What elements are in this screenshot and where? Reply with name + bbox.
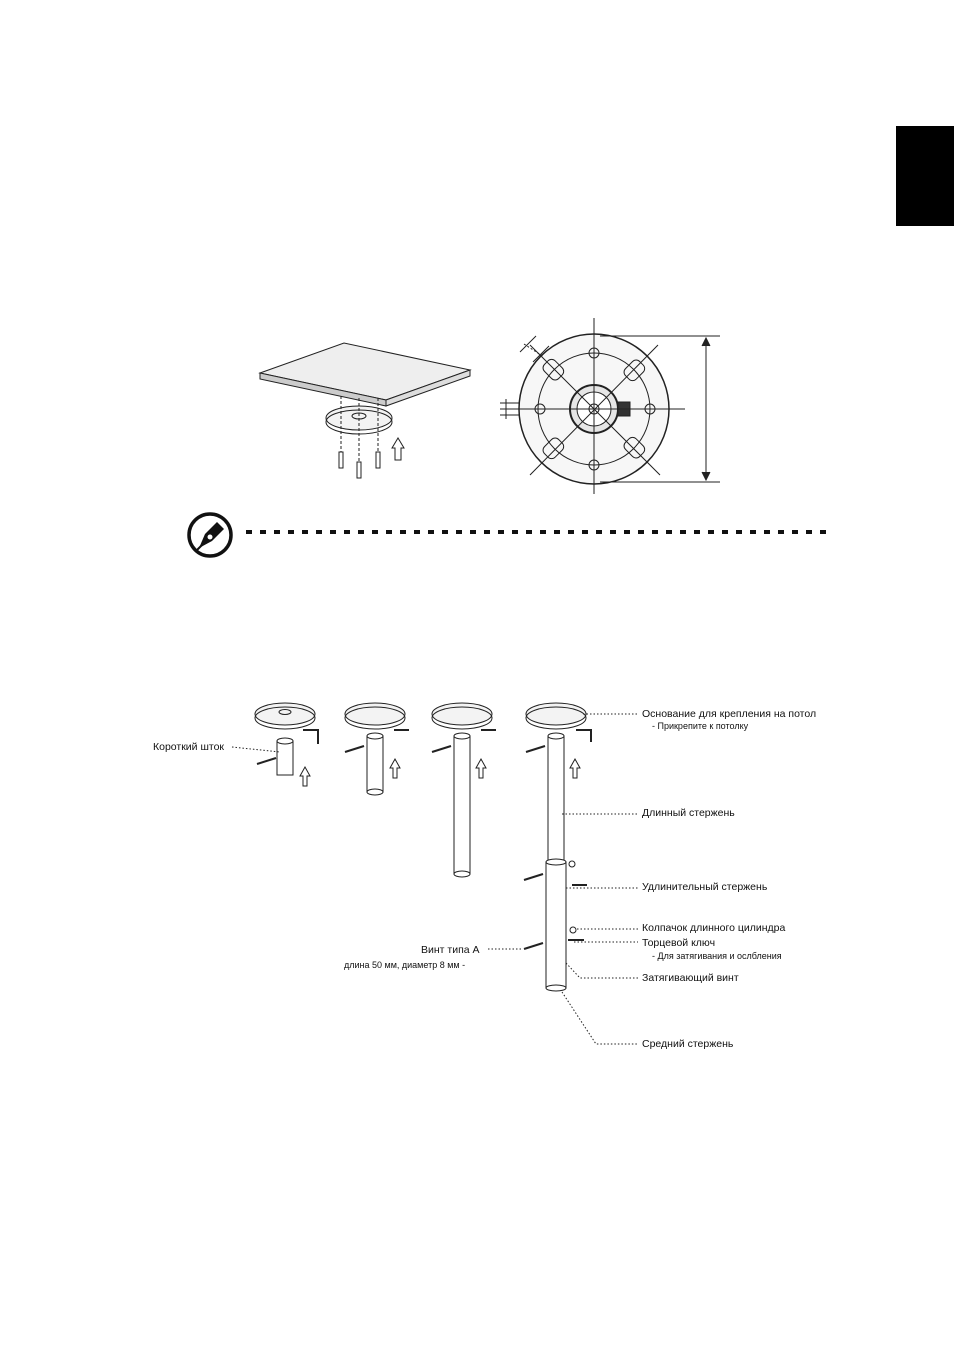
plate-dimension-figure [500,318,720,494]
label-long-rod: Длинный стержень [642,807,735,819]
note-pen-icon [189,514,231,556]
label-ceiling-base: Основание для крепления на потол [642,708,817,720]
mount-assembly-figure [232,703,638,1044]
ceiling-plate-figure [260,343,470,478]
label-extension-rod: Удлинительный стержень [642,881,768,893]
label-ceiling-base-note: - Прикрепите к потолку [652,721,749,731]
label-tightening-screw: Затягивающий винт [642,972,739,984]
label-middle-rod: Средний стержень [642,1038,734,1050]
label-socket-wrench-note: - Для затягивания и ослбления [652,951,782,961]
label-socket-wrench: Торцевой ключ [642,937,716,949]
label-long-cylinder-cap: Колпачок длинного цилиндра [642,922,786,934]
label-short-rod: Короткий шток [153,741,225,753]
label-screw-type-a-note: длина 50 мм, диаметр 8 мм - [344,960,466,970]
label-screw-type-a: Винт типа A [421,944,480,956]
